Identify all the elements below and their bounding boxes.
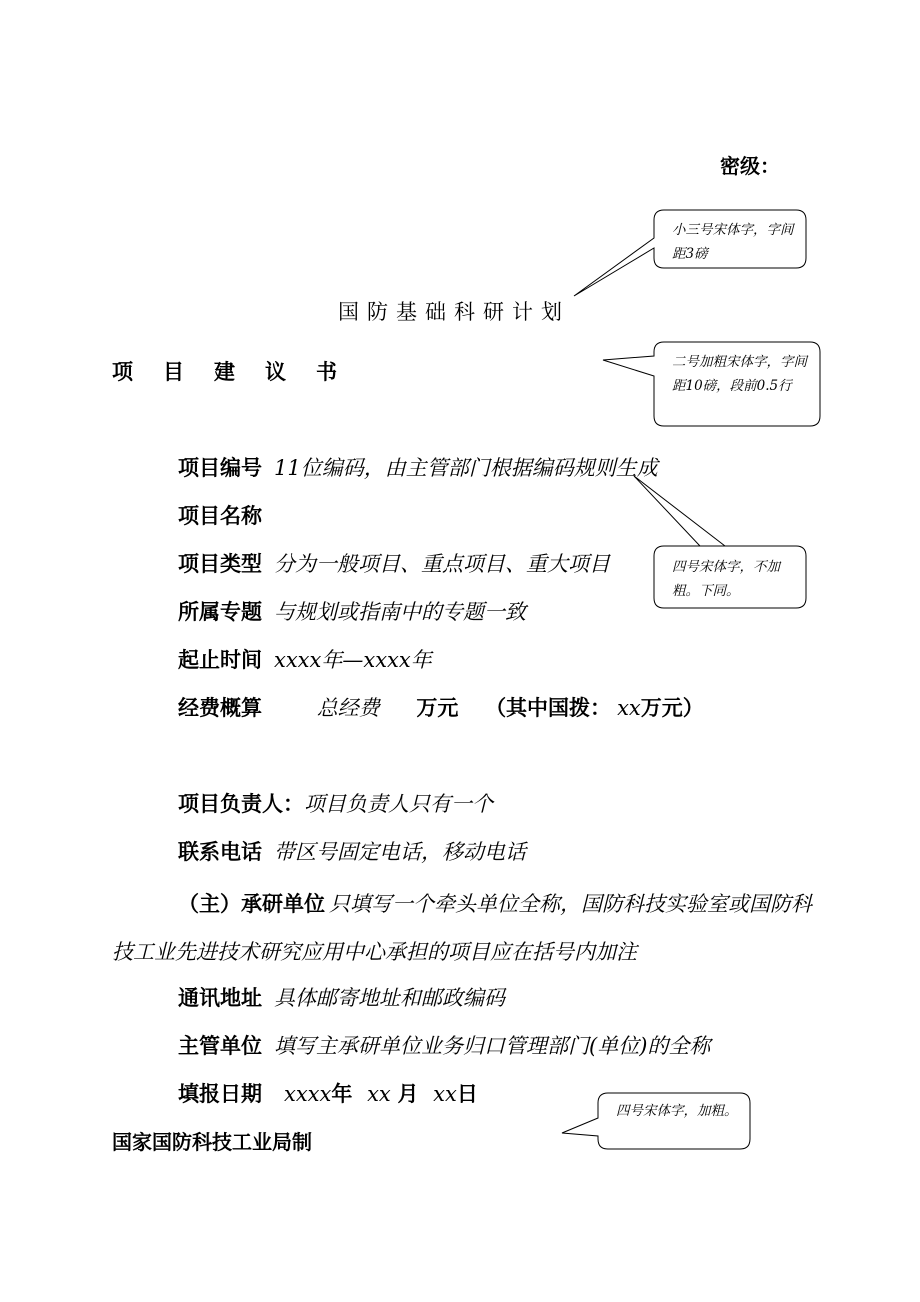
topic-value: 与规划或指南中的专题一致 [274, 600, 526, 624]
callout-doc-title-text: 二号加粗宋体字，字间距10磅，段前0.5行 [672, 354, 807, 394]
date-day-unit: 日 [456, 1081, 478, 1106]
project-number-label: 项目编号 [178, 455, 262, 480]
callout-publisher-text: 四号宋体字，加粗。 [616, 1103, 738, 1119]
date-label: 填报日期 [178, 1081, 262, 1106]
date-year-unit: 年 [331, 1081, 353, 1106]
budget-alloc-value: xx [617, 696, 641, 720]
leader-value: 项目负责人只有一个 [304, 792, 493, 816]
address-value: 具体邮寄地址和邮政编码 [274, 986, 505, 1010]
document-title: 项目建议书 [112, 359, 367, 384]
budget-unit: 万元 [416, 695, 459, 720]
address-label: 通讯地址 [178, 985, 262, 1010]
phone-label: 联系电话 [178, 839, 262, 864]
research-unit-label: （主）承研单位 [178, 891, 325, 916]
research-unit-value: 只填写一个牵头单位全称，国防科技实验室或国防科技工业先进技术研究应用中心承担的项目应在括号内加注 [112, 892, 812, 964]
date-day: xx [433, 1082, 457, 1106]
authority-value: 填写主承研单位业务归口管理部门(单位)的全称 [274, 1034, 711, 1058]
phone-value: 带区号固定电话，移动电话 [274, 840, 526, 864]
topic-label: 所属专题 [178, 599, 262, 624]
callout-title-text: 小三号宋体字，字间距3磅 [672, 222, 794, 262]
publisher: 国家国防科技工业局制 [112, 1130, 312, 1154]
date-month-unit: 月 [397, 1081, 419, 1106]
main-title: 国防基础科研计划 [338, 300, 570, 324]
budget-label: 经费概算 [178, 695, 262, 720]
period-value: xxxx年—xxxx年 [274, 648, 432, 672]
budget-alloc-close: 万元） [640, 695, 704, 720]
classification-label: 密级： [720, 154, 780, 178]
project-name-label: 项目名称 [178, 503, 262, 528]
budget-total-label: 总经费 [316, 696, 380, 720]
project-type-value: 分为一般项目、重点项目、重大项目 [274, 552, 610, 576]
project-number-value: 11位编码，由主管部门根据编码规则生成 [274, 456, 658, 480]
callout-fields-text: 四号宋体字，不加粗。下同。 [672, 559, 780, 599]
leader-label: 项目负责人： [178, 791, 304, 816]
authority-label: 主管单位 [178, 1033, 262, 1058]
period-label: 起止时间 [178, 647, 262, 672]
project-type-label: 项目类型 [178, 551, 262, 576]
budget-alloc-open: （其中国拨： [485, 695, 612, 720]
date-year: xxxx [284, 1082, 332, 1106]
date-month: xx [367, 1082, 391, 1106]
